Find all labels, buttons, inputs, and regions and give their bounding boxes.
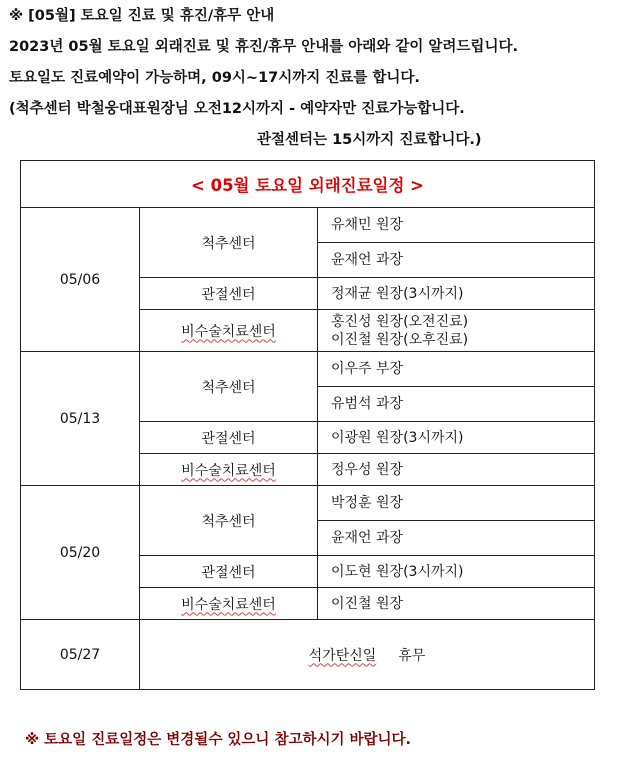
table-row xyxy=(21,486,595,521)
doctor-cell: 유채민 원장 xyxy=(318,208,595,243)
spine-center-cell: 척추센터 xyxy=(140,486,318,556)
nonsurgical-center-cell xyxy=(140,588,318,620)
table-row xyxy=(21,208,595,243)
spine-center-cell: 척추센터 xyxy=(140,352,318,422)
notice-line-spine-note: (척추센터 박철웅대표원장님 오전12시까지 - 예약자만 진료가능합니다. xyxy=(9,101,465,117)
schedule-change-footnote: ※ 토요일 진료일정은 변경될수 있으니 참고하시기 바랍니다. xyxy=(25,732,412,748)
doctor-cell: 이우주 부장 xyxy=(318,352,595,387)
doctor-cell: 윤재언 과장 xyxy=(318,521,595,556)
table-row xyxy=(21,352,595,387)
joint-center-cell: 관절센터 xyxy=(140,278,318,310)
doctor-cell: 이광원 원장(3시까지) xyxy=(318,422,595,454)
notice-header xyxy=(9,6,624,161)
joint-center-cell: 관절센터 xyxy=(140,422,318,454)
doctor-cell: 이도현 원장(3시까지) xyxy=(318,556,595,588)
date-cell: 05/27 xyxy=(21,620,140,690)
spine-center-cell: 척추센터 xyxy=(140,208,318,278)
table-title: < 05월 토요일 외래진료일정 > xyxy=(21,161,595,208)
notice-line-schedule: 2023년 05월 토요일 외래진료 및 휴진/휴무 안내를 아래와 같이 알려드립니다. xyxy=(9,39,518,55)
doctor-cell: 정우성 원장 xyxy=(318,454,595,486)
date-cell: 05/13 xyxy=(21,352,140,486)
doctor-cell: 윤재언 과장 xyxy=(318,243,595,278)
holiday-status: 휴무 xyxy=(398,647,426,664)
date-cell: 05/20 xyxy=(21,486,140,620)
doctor-cell: 정재균 원장(3시까지) xyxy=(318,278,595,310)
holiday-name: 석가탄신일 xyxy=(308,647,377,664)
saturday-schedule-table xyxy=(20,160,595,690)
doctor-cell: 이진철 원장 xyxy=(318,588,595,620)
table-title-row xyxy=(21,161,595,208)
nonsurgical-center-label: 비수술치료센터 xyxy=(181,596,276,613)
doctor-name: 홍진성 원장(오전진료) xyxy=(331,313,469,330)
date-cell: 05/06 xyxy=(21,208,140,352)
nonsurgical-center-label: 비수술치료센터 xyxy=(181,462,276,479)
nonsurgical-center-cell xyxy=(140,310,318,352)
notice-line-joint-note: 관절센터는 15시까지 진료합니다.) xyxy=(257,132,482,148)
doctor-cell xyxy=(318,310,595,352)
doctor-name: 이진철 원장(오후진료) xyxy=(331,331,469,348)
doctor-cell: 박정훈 원장 xyxy=(318,486,595,521)
nonsurgical-center-cell xyxy=(140,454,318,486)
holiday-row xyxy=(21,620,595,690)
nonsurgical-center-label: 비수술치료센터 xyxy=(181,323,276,340)
holiday-cell xyxy=(140,620,595,690)
notice-line-hours: 토요일도 진료예약이 가능하며, 09시~17시까지 진료를 합니다. xyxy=(9,70,420,86)
doctor-cell: 유범석 과장 xyxy=(318,387,595,422)
joint-center-cell: 관절센터 xyxy=(140,556,318,588)
notice-title: ※ [05월] 토요일 진료 및 휴진/휴무 안내 xyxy=(9,8,275,24)
